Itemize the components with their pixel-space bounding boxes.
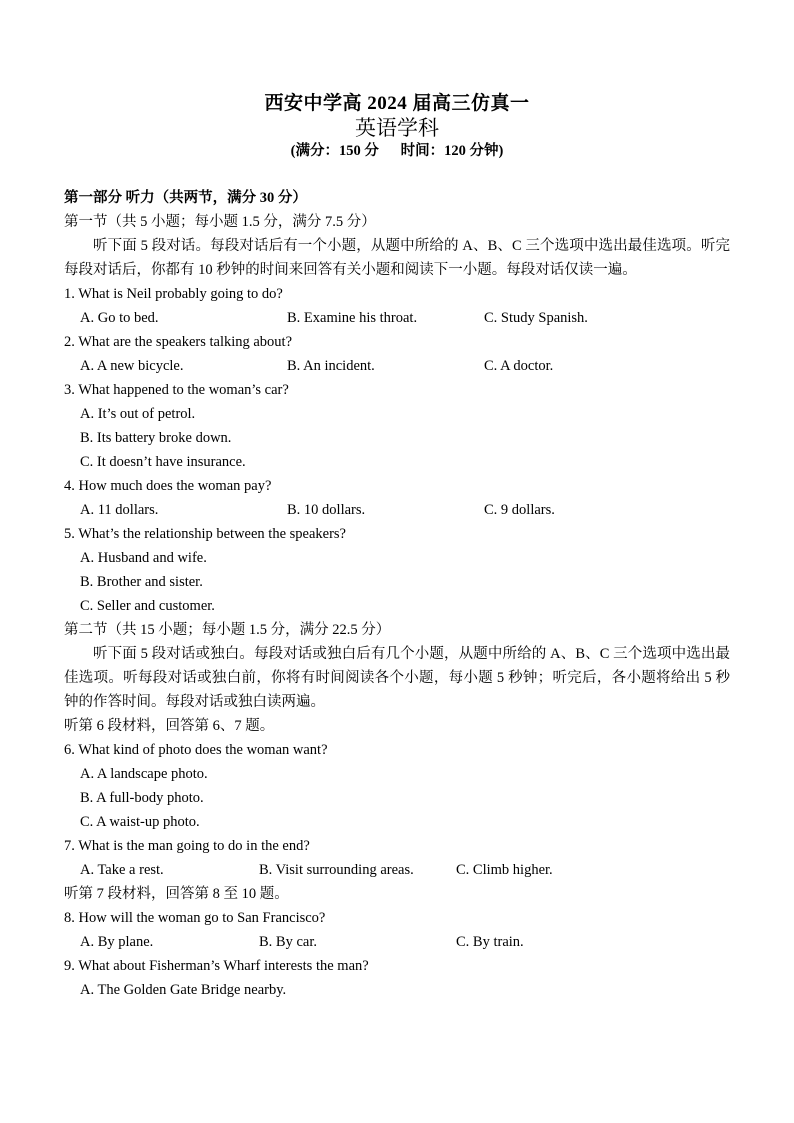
question-3-option-b: B. Its battery broke down. [80, 430, 232, 446]
question-3-stem: 3. What happened to the woman’s car? [64, 382, 289, 398]
question-6-option-a: A. A landscape photo. [80, 766, 208, 782]
question-9-option-a: A. The Golden Gate Bridge nearby. [80, 982, 287, 998]
exam-content [64, 186, 730, 1002]
question-8-option-c: C. By train. [456, 934, 524, 950]
question-5-stem: 5. What’s the relationship between the speakers? [64, 526, 346, 542]
section1-instructions: 听下面 5 段对话。每段对话后有一个小题，从题中所给的 A、B、C 三个选项中选出最佳选项。听完每段对话后，你都有 10 秒钟的时间来回答有关小题和阅读下一小题。每段对话仅读一遍。 [64, 238, 730, 278]
question-5-option-c: C. Seller and customer. [80, 598, 215, 614]
question-8-stem: 8. How will the woman go to San Francisco? [64, 910, 326, 926]
section2-instructions: 听下面 5 段对话或独白。每段对话或独白后有几个小题，从题中所给的 A、B、C 三个选项中选出最佳选项。听每段对话或独白前，你将有时间阅读各个小题，每小题 5 秒钟；听完后，各小题将给出 5 秒钟的作答时间。每段对话或独白读两遍。 [64, 646, 730, 710]
exam-info: (满分：150 分 时间：120 分钟) [290, 143, 504, 159]
question-9-stem: 9. What about Fisherman’s Wharf interests the man? [64, 958, 369, 974]
section2-heading: 第二节（共 15 小题；每小题 1.5 分，满分 22.5 分） [64, 622, 391, 638]
question-4-option-c: C. 9 dollars. [484, 502, 555, 518]
material-6-note: 听第 6 段材料，回答第 6、7 题。 [64, 718, 275, 734]
question-2-option-b: B. An incident. [287, 358, 375, 374]
question-7-stem: 7. What is the man going to do in the end? [64, 838, 310, 854]
question-2-options [64, 354, 730, 378]
question-1-option-c: C. Study Spanish. [484, 310, 588, 326]
question-3-option-a: A. It’s out of petrol. [80, 406, 196, 422]
question-7-option-a: A. Take a rest. [80, 862, 164, 878]
question-6-option-c: C. A waist-up photo. [80, 814, 200, 830]
question-8-options [64, 930, 730, 954]
part1-heading: 第一部分 听力（共两节，满分 30 分） [64, 190, 307, 206]
question-1-option-b: B. Examine his throat. [287, 310, 418, 326]
question-1-stem: 1. What is Neil probably going to do? [64, 286, 283, 302]
question-7-option-b: B. Visit surrounding areas. [259, 862, 414, 878]
exam-title: 西安中学高 2024 届高三仿真一 [264, 93, 530, 114]
question-4-option-b: B. 10 dollars. [287, 502, 366, 518]
question-4-option-a: A. 11 dollars. [80, 502, 159, 518]
question-7-options [64, 858, 730, 882]
question-7-option-c: C. Climb higher. [456, 862, 553, 878]
subject-title: 英语学科 [355, 116, 439, 140]
question-8-option-b: B. By car. [259, 934, 317, 950]
question-1-option-a: A. Go to bed. [80, 310, 159, 326]
question-8-option-a: A. By plane. [80, 934, 154, 950]
material-7-note: 听第 7 段材料，回答第 8 至 10 题。 [64, 886, 289, 902]
question-2-option-c: C. A doctor. [484, 358, 554, 374]
question-4-options [64, 498, 730, 522]
question-6-stem: 6. What kind of photo does the woman want? [64, 742, 328, 758]
question-2-option-a: A. A new bicycle. [80, 358, 184, 374]
question-6-option-b: B. A full-body photo. [80, 790, 204, 806]
question-3-option-c: C. It doesn’t have insurance. [80, 454, 246, 470]
question-5-option-b: B. Brother and sister. [80, 574, 203, 590]
question-2-stem: 2. What are the speakers talking about? [64, 334, 293, 350]
section1-heading: 第一节（共 5 小题；每小题 1.5 分，满分 7.5 分） [64, 214, 376, 230]
question-4-stem: 4. How much does the woman pay? [64, 478, 272, 494]
question-1-options [64, 306, 730, 330]
question-5-option-a: A. Husband and wife. [80, 550, 207, 566]
